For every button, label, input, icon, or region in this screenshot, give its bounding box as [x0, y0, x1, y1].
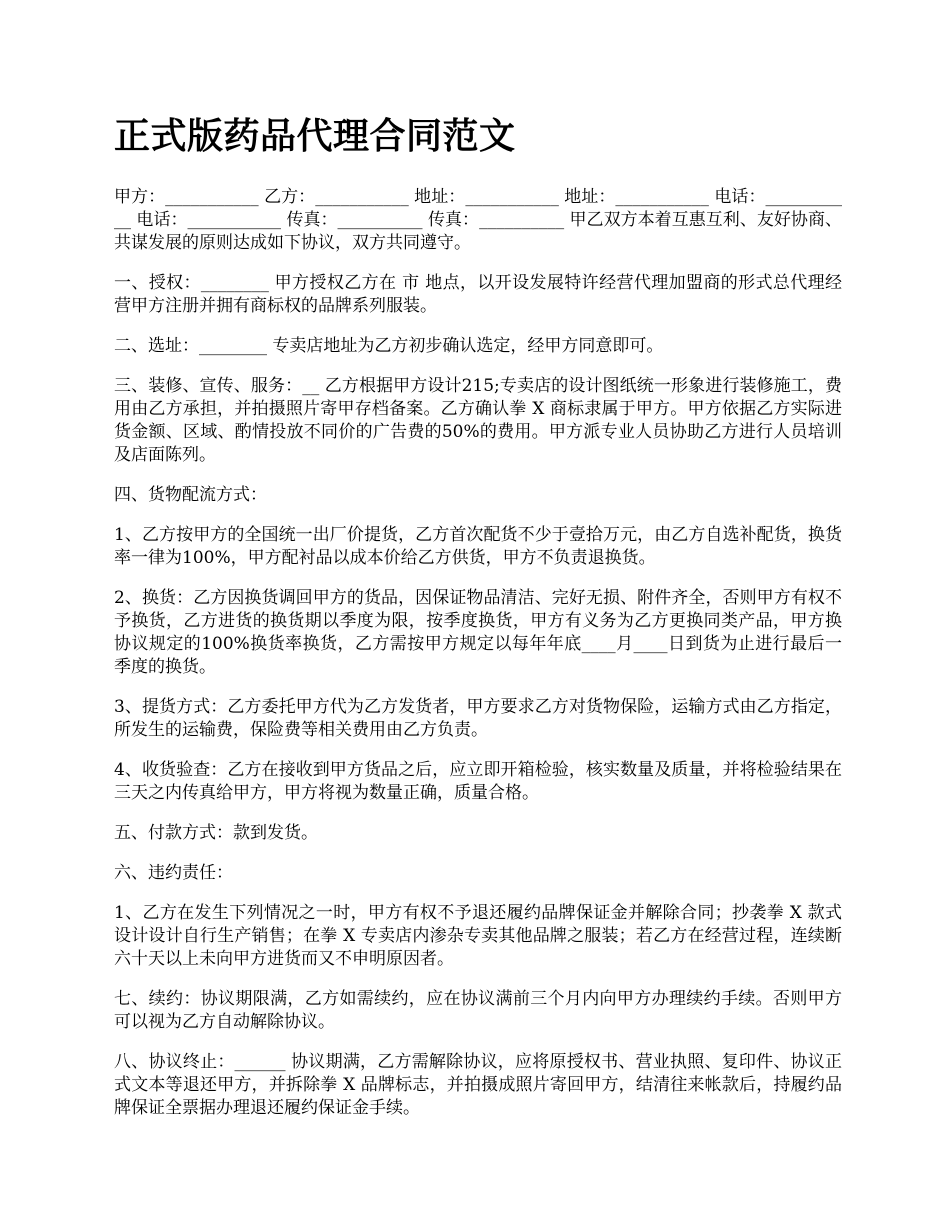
- paragraph-authorization: 一、授权：________ 甲方授权乙方在 市 地点，以开设发展特许经营代理加盟商的形式总代理经营甲方注册并拥有商标权的品牌系列服装。: [114, 273, 842, 316]
- paragraph-distribution-3: 3、提货方式：乙方委托甲方代为乙方发货者，甲方要求乙方对货物保险，运输方式由乙方指定，所发生的运输费，保险费等相关费用由乙方负责。: [114, 697, 842, 740]
- paragraph-decoration: 三、装修、宣传、服务：__ 乙方根据甲方设计215;专卖店的设计图纸统一形象进行装修施工，费用由乙方承担，并拍摄照片寄甲存档备案。乙方确认拳 X 商标隶属于甲方。甲方依据乙方实际进货金额、区域、酌情投放不同价的广告费的50%的费用。甲方派专业人员协助乙方进行人员培训及店面陈列。: [114, 376, 842, 465]
- paragraph-distribution-heading: 四、货物配流方式：: [114, 485, 267, 505]
- paragraph-liability-heading: 六、违约责任：: [114, 863, 233, 883]
- paragraph-distribution-1: 1、乙方按甲方的全国统一出厂价提货，乙方首次配货不少于壹拾万元，由乙方自选补配货，换货率一律为100%，甲方配衬品以成本价给乙方供货，甲方不负责退换货。: [114, 525, 842, 568]
- document-title: 正式版药品代理合同范文: [114, 115, 516, 157]
- paragraph-parties: 甲方：___________ 乙方：___________ 地址：___________ 地址：___________ 电话：___________ 电话：___________ 传真：__________ 传真：__________ 甲乙双方本着互惠互利、友好协商、共谋发展的原则达成如下协议，双方共同遵守。: [114, 187, 842, 253]
- paragraph-termination: 八、协议终止：______ 协议期满，乙方需解除协议，应将原授权书、营业执照、复印件、协议正式文本等退还甲方，并拆除拳 X 品牌标志，并拍摄成照片寄回甲方，结清往来帐款后，持履约品牌保证全票据办理退还履约保证金手续。: [114, 1052, 842, 1118]
- paragraph-payment: 五、付款方式：款到发货。: [114, 823, 318, 843]
- paragraph-distribution-4: 4、收货验查：乙方在接收到甲方货品之后，应立即开箱检验，核实数量及质量，并将检验结果在三天之内传真给甲方，甲方将视为数量正确，质量合格。: [114, 760, 842, 803]
- paragraph-site-selection: 二、选址：________ 专卖店地址为乙方初步确认选定，经甲方同意即可。: [114, 336, 664, 356]
- paragraph-liability-1: 1、乙方在发生下列情况之一时，甲方有权不予退还履约品牌保证金并解除合同；抄袭拳 X 款式设计设计自行生产销售；在拳 X 专卖店内渗杂专卖其他品牌之服装；若乙方在经营过程，连续断六十天以上未向甲方进货而又不申明原因者。: [114, 903, 842, 969]
- paragraph-renewal: 七、续约：协议期限满，乙方如需续约，应在协议满前三个月内向甲方办理续约手续。否则甲方可以视为乙方自动解除协议。: [114, 989, 842, 1032]
- paragraph-distribution-2: 2、换货：乙方因换货调回甲方的货品，因保证物品清洁、完好无损、附件齐全，否则甲方有权不予换货，乙方进货的换货期以季度为限，按季度换货，甲方有义务为乙方更换同类产品，甲方换协议规定的100%换货率换货，乙方需按甲方规定以每年年底____月____日到货为止进行最后一季度的换货。: [114, 588, 842, 677]
- document-page: [114, 108, 842, 1137]
